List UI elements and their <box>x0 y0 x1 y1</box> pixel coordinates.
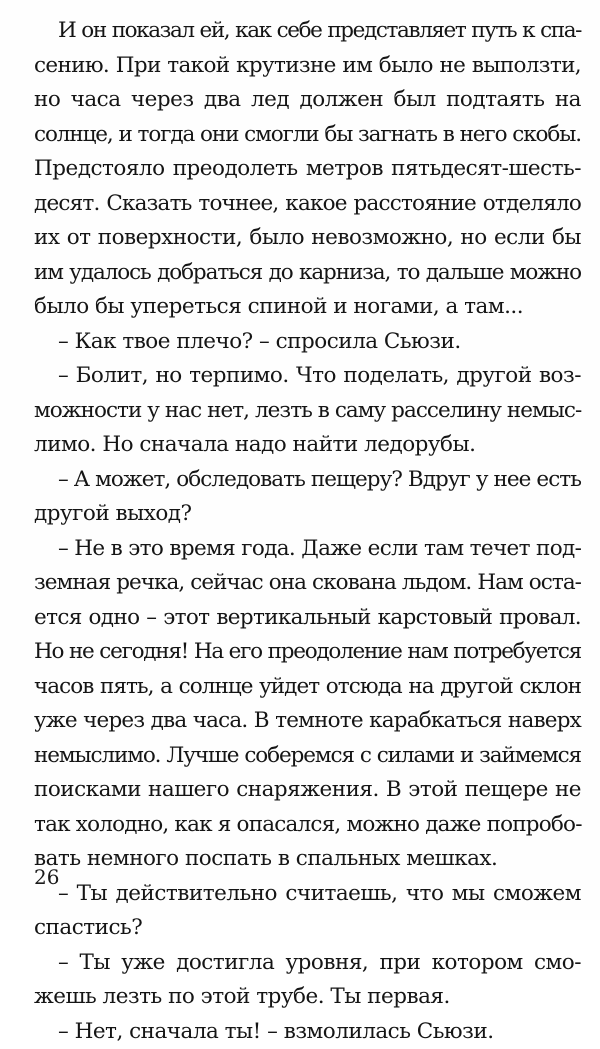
text-line: десят. Сказать точнее, какое расстояние отделяло <box>34 187 581 222</box>
body-text <box>34 14 581 1049</box>
text-line: – А может, обследовать пещеру? Вдруг у нее есть <box>34 463 581 498</box>
text-line: поисками нашего снаряжения. В этой пещере не <box>34 773 581 808</box>
text-line: – Нет, сначала ты! – взмолилась Сьюзи. <box>34 1015 581 1049</box>
text-line: можности у нас нет, лезть в саму расселину немыс- <box>34 394 581 429</box>
text-line: – Ты уже достигла уровня, при котором смо- <box>34 946 581 981</box>
text-line: Но не сегодня! На его преодоление нам потребуется <box>34 635 581 670</box>
text-line: И он показал ей, как себе представляет путь к спа- <box>34 14 581 49</box>
text-line: ется одно – этот вертикальный карстовый провал. <box>34 601 581 636</box>
page-number: 26 <box>34 864 59 890</box>
text-line: уже через два часа. В темноте карабкаться наверх <box>34 704 581 739</box>
text-line: спастись? <box>34 911 581 946</box>
text-line: Предстояло преодолеть метров пятьдесят-шесть- <box>34 152 581 187</box>
text-line: солнце, и тогда они смогли бы загнать в него скобы. <box>34 118 581 153</box>
text-line: земная речка, сейчас она скована льдом. Нам оста- <box>34 566 581 601</box>
text-line: так холодно, как я опасался, можно даже попробо- <box>34 808 581 843</box>
text-line: было бы упереться спиной и ногами, а там... <box>34 290 581 325</box>
text-line: другой выход? <box>34 497 581 532</box>
text-line: – Ты действительно считаешь, что мы сможем <box>34 877 581 912</box>
text-line: – Как твое плечо? – спросила Сьюзи. <box>34 325 581 360</box>
text-line: – Не в это время года. Даже если там течет под- <box>34 532 581 567</box>
text-line: жешь лезть по этой трубе. Ты первая. <box>34 980 581 1015</box>
text-line: лимо. Но сначала надо найти ледорубы. <box>34 428 581 463</box>
text-line: им удалось добраться до карниза, то дальше можно <box>34 256 581 291</box>
text-line: сению. При такой крутизне им было не выползти, <box>34 49 581 84</box>
text-line: немыслимо. Лучше соберемся с силами и займемся <box>34 739 581 774</box>
text-line: вать немного поспать в спальных мешках. <box>34 842 581 877</box>
text-line: но часа через два лед должен был подтаять на <box>34 83 581 118</box>
text-line: – Болит, но терпимо. Что поделать, другой воз- <box>34 359 581 394</box>
text-line: их от поверхности, было невозможно, но если бы <box>34 221 581 256</box>
text-line: часов пять, а солнце уйдет отсюда на другой склон <box>34 670 581 705</box>
